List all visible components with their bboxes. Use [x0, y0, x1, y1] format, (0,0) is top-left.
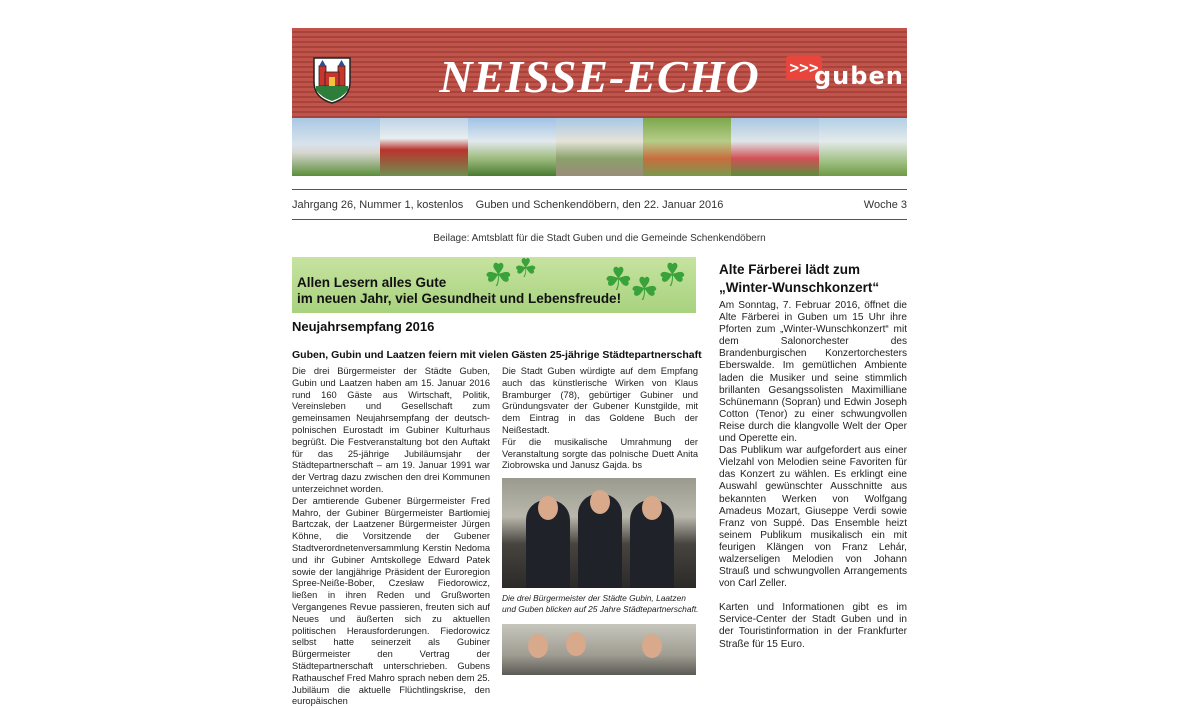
person-head: [528, 634, 548, 658]
photo-caption: Die drei Bürgermeister der Städte Gubin, Laatzen und Guben blicken auf 25 Jahre Städtepartnerschaft.: [502, 593, 699, 614]
person-head: [642, 496, 662, 520]
photo-city-2: [380, 118, 468, 176]
article-headline: Guben, Gubin und Laatzen feiern mit vielen Gästen 25-jährige Städtepartnerschaft: [292, 349, 702, 361]
person-head: [642, 634, 662, 658]
photo-strip: [292, 118, 907, 176]
new-year-greeting-banner: [292, 253, 696, 313]
photo-city-4: [556, 118, 644, 176]
newspaper-page: [292, 0, 908, 707]
article-paragraph: Die drei Bürgermeister der Städte Guben, Gubin und Laatzen haben am 15. Januar 2016 rund 160 Gäste aus Wirtschaft, Politik, Vereinsleben und Gesellschaft zum gemeinsamen Neujahrsempfang der deutsch-polnischen Eurostadt im Gubiner Kulturhaus begrüßt. Die Festveranstaltung bot den Auftakt für das 25-jährige Jubiläumsjahr der Städtepartnerschaft – am 19. Januar 1991 war der Vertrag dazu zwischen den drei Kommunen unterzeichnet worden.: [292, 366, 490, 494]
newspaper-title: NEISSE-ECHO: [439, 51, 760, 102]
photo-city-7: [819, 118, 907, 176]
article-paragraph: Der amtierende Gubener Bürgermeister Fred Mahro, der Gubiner Bürgermeister Bartłomiej Bartczak, der Laatzener Bürgermeister Jürgen Köhne, die Vorsitzende der Gubener Stadtverordnetenversammlung Kerstin Nedoma und ihr Gubiner Amtskollege Edward Patek sowie der langjährige Präsident der Euroregion Spree-Neiße-Bober, Czesław Fiedorowicz, ließen in ihren Reden und Grußworten Vergangenes Revue passieren, freuten sich auf Neues und äußerten sich zu aktuellen politischen Herausforderungen. Fiedorowicz selbst hatte seinerzeit als Gubiner Bürgermeister den Vertrag der Städtepartnerschaft unterschrieben. Gubens Rathauschef Fred Mahro sprach neben dem 25. Jubiläum die aktuelle Flüchtlingskrise, den europäischen: [292, 495, 490, 707]
divider: [292, 219, 907, 220]
article-paragraph: Karten und Informationen gibt es im Service-Center der Stadt Guben und in der Touristinformation in der Frankfurter Straße für 15 Euro.: [719, 602, 907, 650]
article-paragraph: Für die musikalische Umrahmung der Veranstaltung sorgte das polnische Duett Anita Ziobrowska und Janusz Gajda. bs: [502, 436, 698, 471]
divider: [292, 189, 907, 190]
mayors-photo: [502, 478, 696, 588]
photo-city-6: [731, 118, 819, 176]
right-article-body: [719, 300, 907, 651]
article-column-1: [292, 366, 490, 708]
logo-arrows-icon: >>>: [786, 56, 822, 80]
section-heading: Neujahrsempfang 2016: [292, 319, 435, 334]
person-head: [566, 632, 586, 656]
person-head: [538, 496, 558, 520]
article-paragraph: Die Stadt Guben würdigte auf dem Empfang auch das künstlerische Wirken von Klaus Bramburger (78), gebürtiger Gubiner und Gründungsvater der Gubener Kunstgilde, mit dem Eintrag in das Goldene Buch der Neißestadt.: [502, 366, 698, 435]
clover-icon: ☘: [514, 253, 538, 283]
article-column-2: [502, 366, 698, 472]
issue-number: Jahrgang 26, Nummer 1, kostenlos: [292, 199, 464, 211]
concert-photo: [502, 624, 696, 675]
article-paragraph: Das Publikum war aufgefordert aus einer Vielzahl von Melodien seine Favoriten für das Konzert zu wählen. Es erklingt eine Auswahl gewünschter Ausschnitte aus bekannten Werken von Wolfgang Amadeus Mozart, Giuseppe Verdi sowie Franz von Suppé. Das Ensemble heizt seinem Publikum musikalisch ein mit feurigen Klängen von Franz Lehár, walzerseligen Melodien von Johann Strauß und schwungvollen Arrangements von Carl Zeller.: [719, 445, 907, 590]
clover-icon: ☘: [484, 257, 513, 293]
week-number: Woche 3: [863, 199, 907, 211]
right-article-headline: Alte Färberei lädt zum „Winter-Wunschkonzert“: [719, 262, 880, 295]
clover-icon: ☘: [658, 257, 687, 293]
place-date: Guben und Schenkendöbern, den 22. Januar 2016: [475, 199, 724, 211]
logo-text: guben: [814, 62, 904, 90]
photo-city-1: [292, 118, 380, 176]
article-paragraph: Am Sonntag, 7. Februar 2016, öffnet die Alte Färberei in Guben um 15 Uhr ihre Pforten zum „Winter-Wunschkonzert“ mit dem Salonorchester des Brandenburgischen Konzertorchesters Eberswalde. Im gemütlichen Ambiente laden die Musiker und seine stimmlich brillanten Gesangssolisten Maximilliane Schünemann (Sopran) und Edwin Joseph Cotton (Tenor) zu einer schwungvollen Reise durch die klangvolle Welt der Oper und Operette ein.: [719, 300, 907, 445]
clover-icon: ☘: [630, 271, 659, 307]
photo-city-3: [468, 118, 556, 176]
greeting-line-2: im neuen Jahr, viel Gesundheit und Lebensfreude!: [297, 291, 622, 306]
guben-logo: [786, 54, 904, 106]
clover-icon: ☘: [604, 261, 633, 297]
masthead: [292, 28, 907, 118]
greeting-line-1: Allen Lesern alles Gute: [297, 275, 447, 290]
supplement-note: Beilage: Amtsblatt für die Stadt Guben und die Gemeinde Schenkendöbern: [433, 233, 766, 244]
person-head: [590, 490, 610, 514]
photo-city-5: [643, 118, 731, 176]
